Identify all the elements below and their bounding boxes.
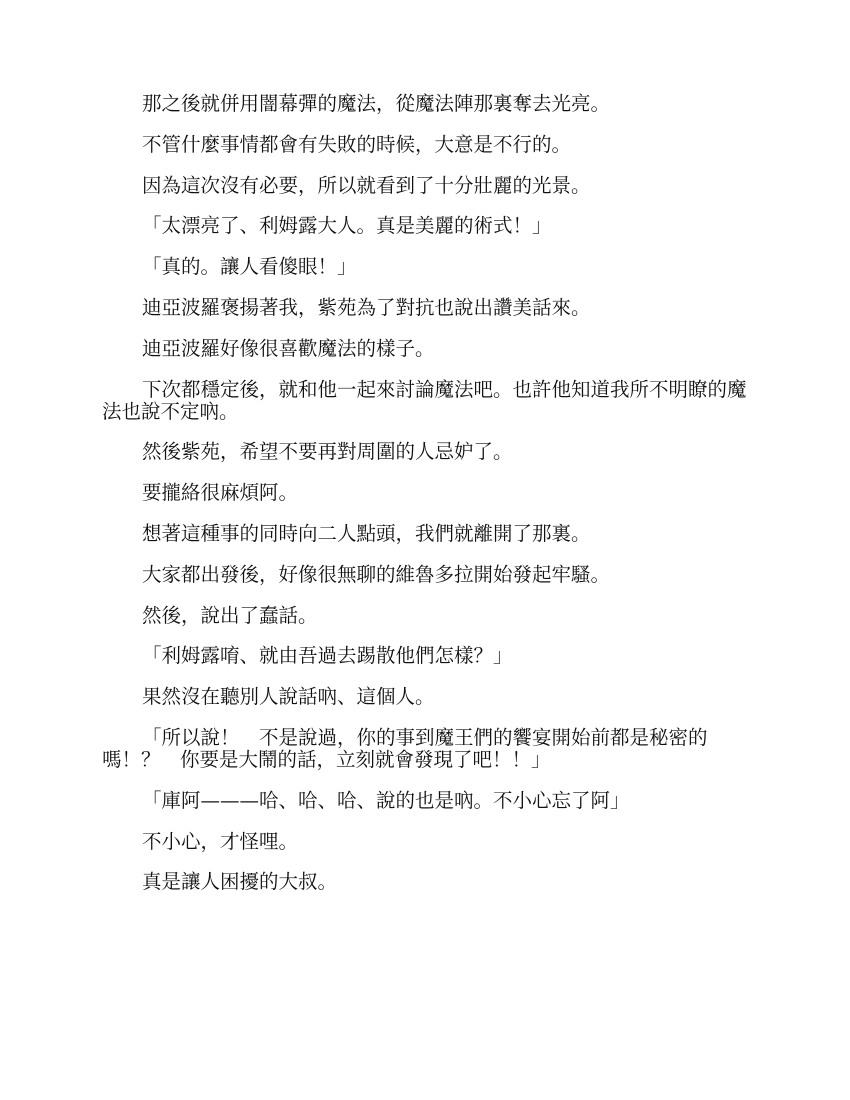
paragraph: 因為這次沒有必要，所以就看到了十分壯麗的光景。 bbox=[142, 173, 591, 197]
dialogue-paragraph: 「利姆露唷、就由吾過去踢散他們怎樣？」 bbox=[142, 644, 513, 668]
paragraph: 那之後就併用闇幕彈的魔法，從魔法陣那裏奪去光亮。 bbox=[142, 92, 611, 115]
dialogue-paragraph: 「庫阿———哈、哈、哈、說的也是吶。不小心忘了阿」 bbox=[142, 788, 630, 812]
paragraph: 迪亞波羅好像很喜歡魔法的樣子。 bbox=[142, 336, 435, 360]
paragraph: 大家都出發後，好像很無聊的維魯多拉開始發起牢騷。 bbox=[142, 562, 611, 586]
paragraph: 然後紫苑，希望不要再對周圍的人忌妒了。 bbox=[142, 440, 513, 464]
paragraph: 果然沒在聽別人說話吶、這個人。 bbox=[142, 685, 435, 709]
paragraph: 下次都穩定後，就和他一起來討論魔法吧。也許他知道我所不明瞭的魔法也說不定吶。 bbox=[102, 377, 747, 423]
paragraph: 想著這種事的同時向二人點頭，我們就離開了那裏。 bbox=[142, 521, 591, 545]
paragraph: 要攏絡很麻煩阿。 bbox=[142, 481, 299, 505]
paragraph: 迪亞波羅褒揚著我，紫苑為了對抗也說出讚美話來。 bbox=[142, 295, 591, 319]
paragraph: 不小心，才怪哩。 bbox=[142, 829, 299, 853]
paragraph: 不管什麼事情都會有失敗的時候，大意是不行的。 bbox=[142, 132, 572, 156]
dialogue-paragraph: 「太漂亮了、利姆露大人。真是美麗的術式！」 bbox=[142, 214, 552, 238]
paragraph: 真是讓人困擾的大叔。 bbox=[142, 870, 338, 894]
novel-text-body bbox=[102, 93, 752, 912]
paragraph: 然後，說出了蠢話。 bbox=[142, 603, 318, 627]
dialogue-paragraph: 「所以說！ 不是說過，你的事到魔王們的饗宴開始前都是秘密的嗎！？ 你要是大鬧的話，立刻就會發現了吧！！」 bbox=[102, 725, 708, 771]
dialogue-paragraph: 「真的。讓人看傻眼！」 bbox=[142, 255, 357, 279]
